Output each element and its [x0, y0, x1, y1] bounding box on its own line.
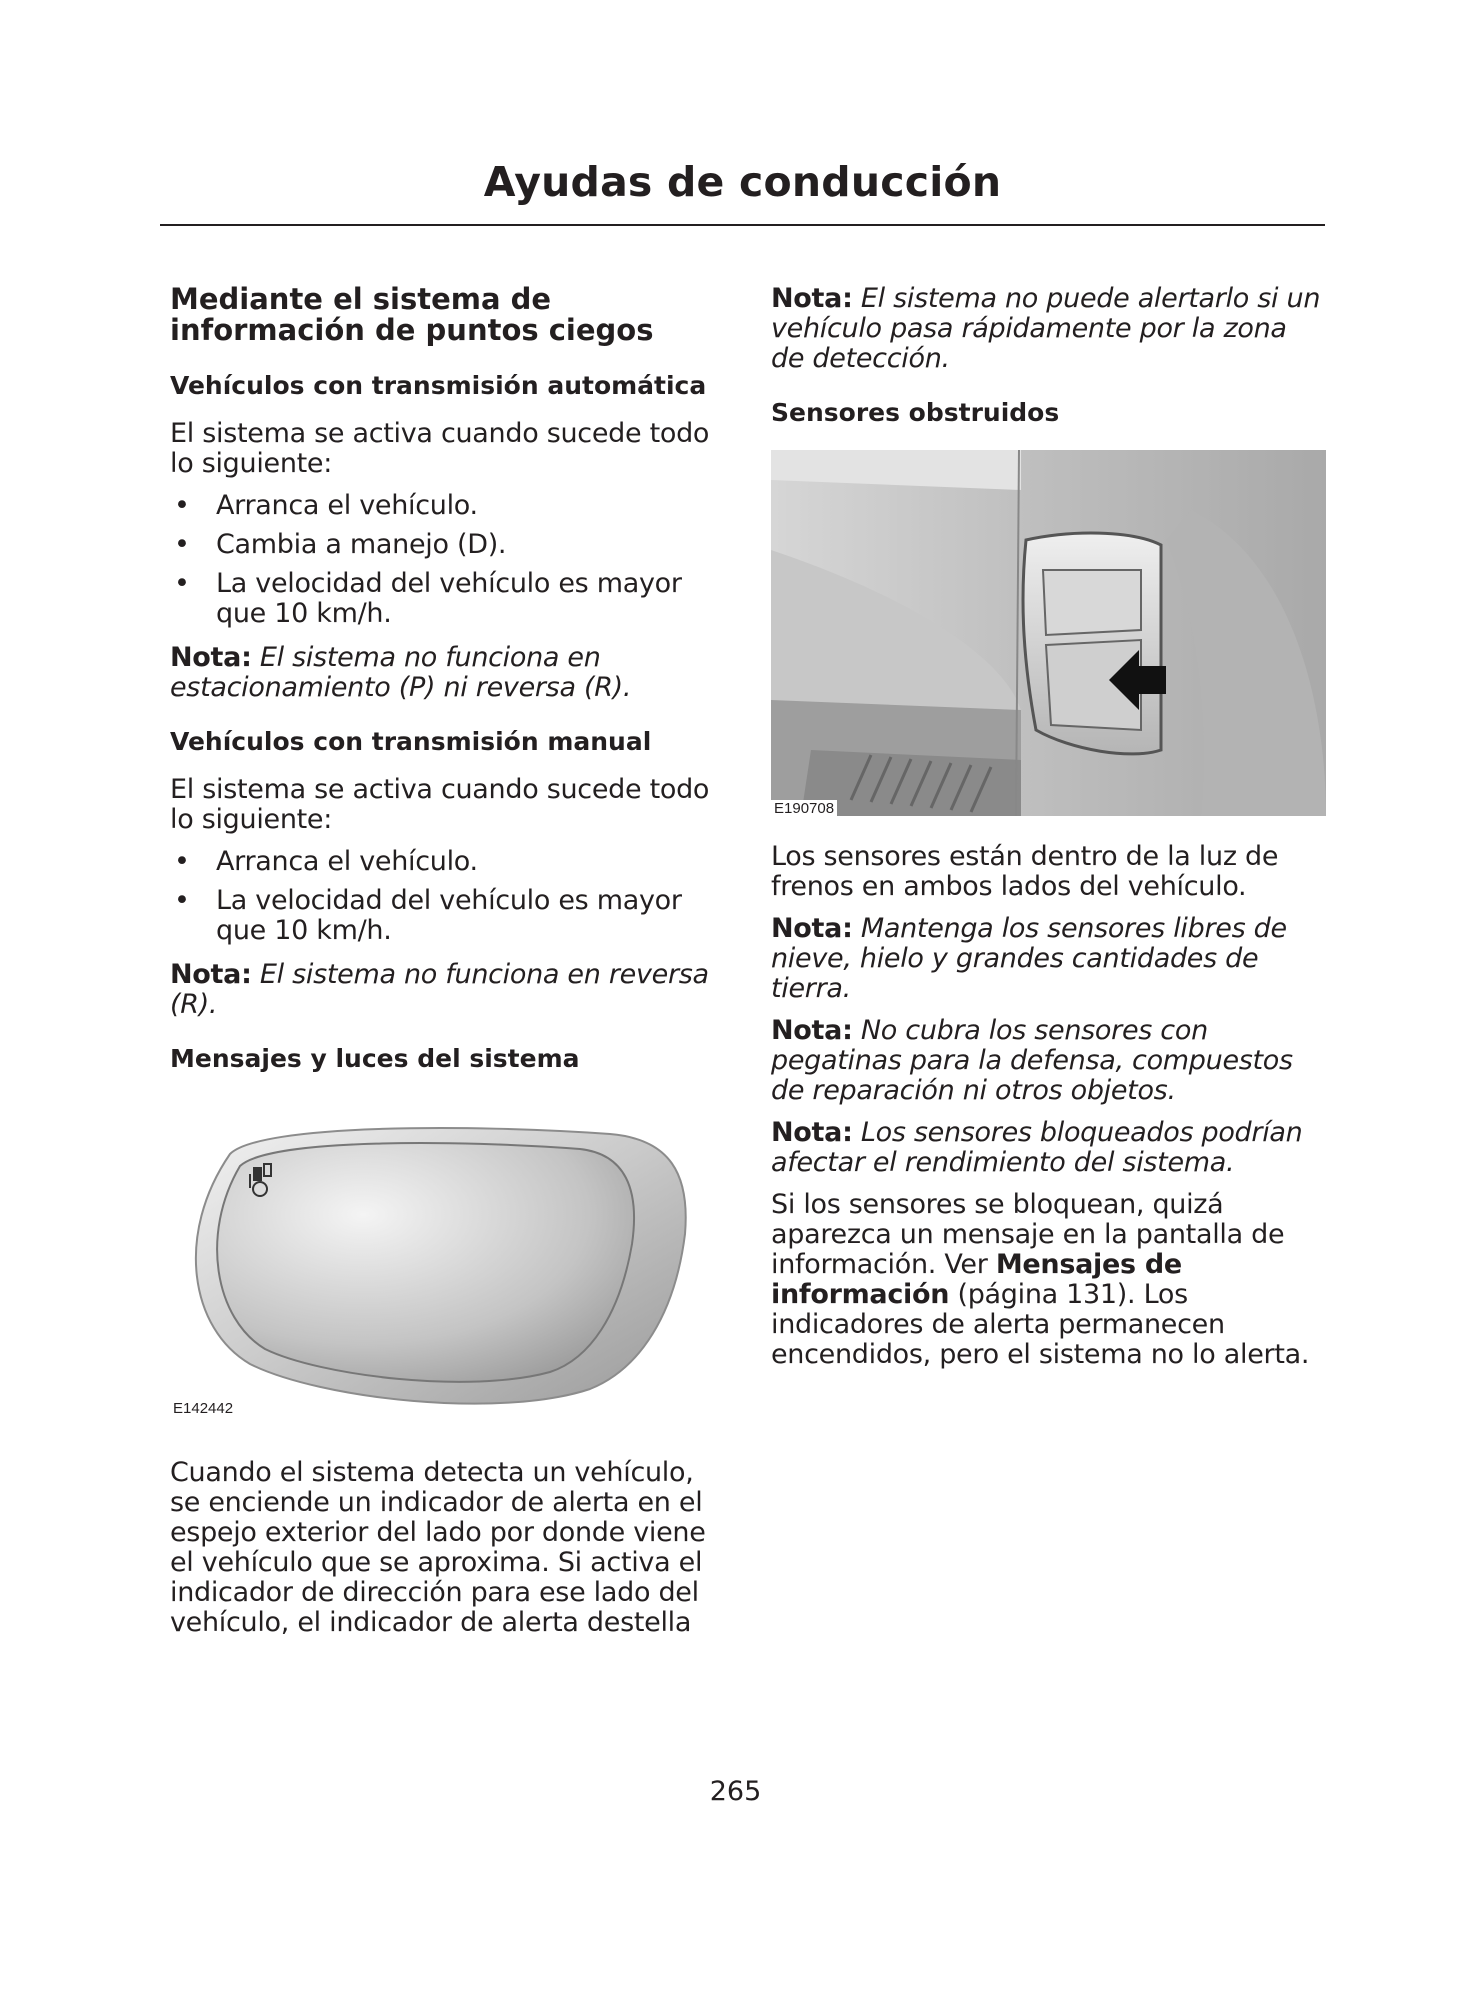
list-item: • Arranca el vehículo.: [174, 490, 478, 521]
mirror-figure: [170, 1114, 720, 1418]
truck-figure: [771, 450, 1326, 820]
mirror-illustration: [170, 1114, 720, 1414]
list-item: • La velocidad del vehículo es mayor que 10 km/h.: [174, 885, 682, 946]
cross-reference-link[interactable]: Mensajes de información: [771, 1249, 1182, 1310]
page-title: Ayudas de conducción: [483, 158, 1002, 206]
blocked-paragraph: Si los sensores se bloquean, quizá aparezca un mensaje en la pantalla de información. Ver Mensajes de información (página 131). Los indicadores de alerta permanecen encendidos, pero el sistema no lo alerta.: [771, 1189, 1310, 1370]
manual-intro: El sistema se activa cuando sucede todo lo siguiente:: [170, 774, 710, 835]
truck-taillight-illustration: [771, 450, 1326, 816]
figure-code: E190708: [771, 800, 837, 817]
note-fast-vehicle: Nota: El sistema no puede alertarlo si un vehículo pasa rápidamente por la zona de detección.: [771, 283, 1321, 374]
left-column: [170, 284, 720, 1650]
auto-transmission-heading: Vehículos con transmisión automática: [170, 371, 707, 400]
figure-code: E142442: [173, 1400, 234, 1417]
sensors-heading: Sensores obstruidos: [771, 398, 1060, 427]
right-column: [771, 284, 1326, 1382]
mirror-paragraph: Cuando el sistema detecta un vehículo, se enciende un indicador de alerta en el espejo exterior del lado por donde viene el vehículo que se aproxima. Si activa el indicador de dirección para ese lado del vehículo, el indicador de alerta destella: [170, 1457, 706, 1638]
auto-bullet-list: [170, 491, 720, 629]
note-keep-clean: Nota: Mantenga los sensores libres de nieve, hielo y grandes cantidades de tierra.: [771, 913, 1287, 1004]
manual-bullet-list: [170, 847, 720, 946]
list-item: • Cambia a manejo (D).: [174, 529, 507, 560]
page-number: 265: [709, 1776, 762, 1807]
auto-note: Nota: El sistema no funciona en estacionamiento (P) ni reversa (R).: [170, 642, 632, 703]
list-item: • Arranca el vehículo.: [174, 846, 478, 877]
manual-transmission-heading: Vehículos con transmisión manual: [170, 727, 652, 756]
note-blocked-sensors: Nota: Los sensores bloqueados podrían afectar el rendimiento del sistema.: [771, 1117, 1303, 1178]
list-item: • La velocidad del vehículo es mayor que 10 km/h.: [174, 568, 682, 629]
auto-intro: El sistema se activa cuando sucede todo lo siguiente:: [170, 418, 710, 479]
title-divider: [160, 224, 1325, 226]
manual-note: Nota: El sistema no funciona en reversa (R).: [170, 959, 709, 1020]
sensors-paragraph: Los sensores están dentro de la luz de frenos en ambos lados del vehículo.: [771, 841, 1279, 902]
section-heading: Mediante el sistema de información de puntos ciegos: [170, 282, 654, 347]
messages-heading: Mensajes y luces del sistema: [170, 1044, 580, 1073]
note-no-stickers: Nota: No cubra los sensores con pegatinas para la defensa, compuestos de reparación ni otros objetos.: [771, 1015, 1293, 1106]
